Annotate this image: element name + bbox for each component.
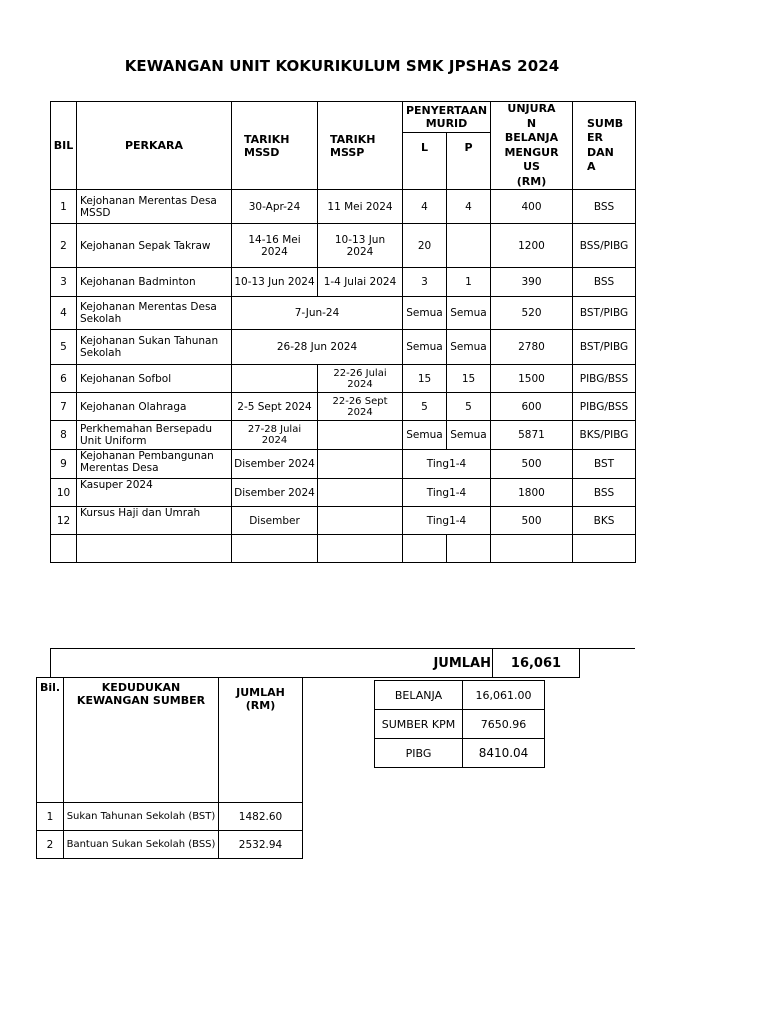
row-l: 15	[403, 365, 447, 393]
row-l: 3	[403, 268, 447, 297]
header-kedudukan-sumber: KEDUDUKAN KEWANGAN SUMBER	[64, 678, 219, 803]
row-jumlah: 2532.94	[219, 831, 303, 859]
row-unjuran: 2780	[491, 330, 573, 365]
row-sumber: BST	[573, 450, 636, 479]
row-bil: 9	[51, 450, 77, 479]
row-perkara: Kasuper 2024	[77, 479, 232, 507]
activities-table	[50, 101, 636, 563]
row-perkara: Kejohanan Pembangunan Merentas Desa	[77, 450, 232, 479]
row-perkara: Kejohanan Sepak Takraw	[77, 224, 232, 268]
row-bil: 8	[51, 421, 77, 450]
row-sumber: BSS	[573, 190, 636, 224]
row-sumber: Bantuan Sukan Sekolah (BSS)	[64, 831, 219, 859]
row-l: Semua	[403, 421, 447, 450]
row-sumber: Sukan Tahunan Sekolah (BST)	[64, 803, 219, 831]
row-mssd	[232, 365, 318, 393]
row-sumber: PIBG/BSS	[573, 393, 636, 421]
table-row	[51, 479, 636, 507]
row-jumlah: 1482.60	[219, 803, 303, 831]
row-unjuran: 500	[491, 507, 573, 535]
row-bil: 7	[51, 393, 77, 421]
header-bil: BIL	[51, 102, 77, 190]
header-tarikh-mssp: TARIKH MSSP	[318, 102, 403, 190]
row-sumber: BKS/PIBG	[573, 421, 636, 450]
document-title: KEWANGAN UNIT KOKURIKULUM SMK JPSHAS 2024	[124, 57, 560, 75]
row-sumber: BSS	[573, 479, 636, 507]
row-perkara: Perkhemahan Bersepadu Unit Uniform	[77, 421, 232, 450]
summary-row	[375, 681, 545, 710]
summary-row	[375, 710, 545, 739]
row-sumber: PIBG/BSS	[573, 365, 636, 393]
table-row	[51, 450, 636, 479]
empty-cell	[232, 535, 318, 563]
summary-value: 7650.96	[463, 710, 545, 739]
header-p: P	[447, 133, 491, 190]
header-sumber: SUMB ER DAN A	[573, 102, 636, 190]
row-l: Semua	[403, 297, 447, 330]
empty-cell	[491, 535, 573, 563]
row-mssp	[318, 450, 403, 479]
row-mssp	[318, 507, 403, 535]
header-jumlah-rm: JUMLAH (RM)	[219, 678, 303, 803]
empty-cell	[77, 535, 232, 563]
table-row	[51, 330, 636, 365]
summary-value: 16,061.00	[463, 681, 545, 710]
row-bil: 1	[51, 190, 77, 224]
total-empty	[580, 649, 636, 678]
row-sumber: BKS	[573, 507, 636, 535]
table-row	[51, 507, 636, 535]
row-merged-lp: Ting1-4	[403, 450, 491, 479]
empty-cell	[447, 535, 491, 563]
table-row	[51, 224, 636, 268]
row-mssd: 2-5 Sept 2024	[232, 393, 318, 421]
row-mssp	[318, 421, 403, 450]
row-mssd: Disember	[232, 507, 318, 535]
row-unjuran: 1200	[491, 224, 573, 268]
row-merged-lp: Ting1-4	[403, 479, 491, 507]
row-p: 1	[447, 268, 491, 297]
row-bil: 1	[37, 803, 64, 831]
row-merged-date: 7-Jun-24	[232, 297, 403, 330]
table-row-empty	[51, 535, 636, 563]
table-row	[37, 831, 303, 859]
total-label: JUMLAH	[51, 649, 493, 678]
row-mssd: 14-16 Mei 2024	[232, 224, 318, 268]
summary-table	[374, 680, 545, 768]
row-unjuran: 400	[491, 190, 573, 224]
row-mssp	[318, 479, 403, 507]
empty-cell	[403, 535, 447, 563]
row-merged-date: 26-28 Jun 2024	[232, 330, 403, 365]
row-sumber: BSS	[573, 268, 636, 297]
row-bil: 2	[37, 831, 64, 859]
total-value: 16,061	[493, 649, 580, 678]
row-unjuran: 390	[491, 268, 573, 297]
row-mssd: 27-28 Julai 2024	[232, 421, 318, 450]
row-bil: 5	[51, 330, 77, 365]
row-mssd: 10-13 Jun 2024	[232, 268, 318, 297]
row-perkara: Kejohanan Sukan Tahunan Sekolah	[77, 330, 232, 365]
row-perkara: Kejohanan Merentas Desa MSSD	[77, 190, 232, 224]
row-p: 15	[447, 365, 491, 393]
table-row	[51, 365, 636, 393]
row-p: 5	[447, 393, 491, 421]
table-row	[37, 803, 303, 831]
header-bil: Bil.	[37, 678, 64, 803]
row-p: 4	[447, 190, 491, 224]
summary-label: SUMBER KPM	[375, 710, 463, 739]
row-mssp: 22-26 Julai 2024	[318, 365, 403, 393]
summary-value: 8410.04	[463, 739, 545, 768]
row-bil: 2	[51, 224, 77, 268]
row-sumber: BST/PIBG	[573, 297, 636, 330]
row-bil: 10	[51, 479, 77, 507]
row-p: Semua	[447, 421, 491, 450]
row-p	[447, 224, 491, 268]
row-unjuran: 1500	[491, 365, 573, 393]
row-bil: 4	[51, 297, 77, 330]
row-mssd: Disember 2024	[232, 479, 318, 507]
row-p: Semua	[447, 297, 491, 330]
row-bil: 12	[51, 507, 77, 535]
summary-label: PIBG	[375, 739, 463, 768]
row-bil: 3	[51, 268, 77, 297]
row-unjuran: 500	[491, 450, 573, 479]
row-l: Semua	[403, 330, 447, 365]
row-unjuran: 600	[491, 393, 573, 421]
row-sumber: BST/PIBG	[573, 330, 636, 365]
row-unjuran: 520	[491, 297, 573, 330]
row-sumber: BSS/PIBG	[573, 224, 636, 268]
row-bil: 6	[51, 365, 77, 393]
header-penyertaan: PENYERTAAN MURID	[403, 102, 491, 133]
row-l: 20	[403, 224, 447, 268]
empty-cell	[573, 535, 636, 563]
row-mssp: 11 Mei 2024	[318, 190, 403, 224]
header-perkara: PERKARA	[77, 102, 232, 190]
summary-row	[375, 739, 545, 768]
header-tarikh-mssd: TARIKH MSSD	[232, 102, 318, 190]
empty-cell	[51, 535, 77, 563]
row-l: 5	[403, 393, 447, 421]
row-perkara: Kejohanan Sofbol	[77, 365, 232, 393]
table-row	[51, 393, 636, 421]
table-row	[51, 268, 636, 297]
row-unjuran: 1800	[491, 479, 573, 507]
row-perkara: Kejohanan Badminton	[77, 268, 232, 297]
table-row	[51, 421, 636, 450]
kedudukan-kewangan-table	[36, 677, 303, 859]
row-mssd: Disember 2024	[232, 450, 318, 479]
summary-label: BELANJA	[375, 681, 463, 710]
row-perkara: Kejohanan Olahraga	[77, 393, 232, 421]
header-l: L	[403, 133, 447, 190]
row-unjuran: 5871	[491, 421, 573, 450]
table-row	[51, 297, 636, 330]
row-mssp: 10-13 Jun 2024	[318, 224, 403, 268]
row-perkara: Kejohanan Merentas Desa Sekolah	[77, 297, 232, 330]
header-unjuran: UNJURA N BELANJA MENGUR US (RM)	[491, 102, 573, 190]
row-mssp: 22-26 Sept 2024	[318, 393, 403, 421]
empty-cell	[318, 535, 403, 563]
row-perkara: Kursus Haji dan Umrah	[77, 507, 232, 535]
total-row	[50, 648, 635, 678]
row-mssp: 1-4 Julai 2024	[318, 268, 403, 297]
row-merged-lp: Ting1-4	[403, 507, 491, 535]
row-p: Semua	[447, 330, 491, 365]
table-row	[51, 190, 636, 224]
row-mssd: 30-Apr-24	[232, 190, 318, 224]
row-l: 4	[403, 190, 447, 224]
